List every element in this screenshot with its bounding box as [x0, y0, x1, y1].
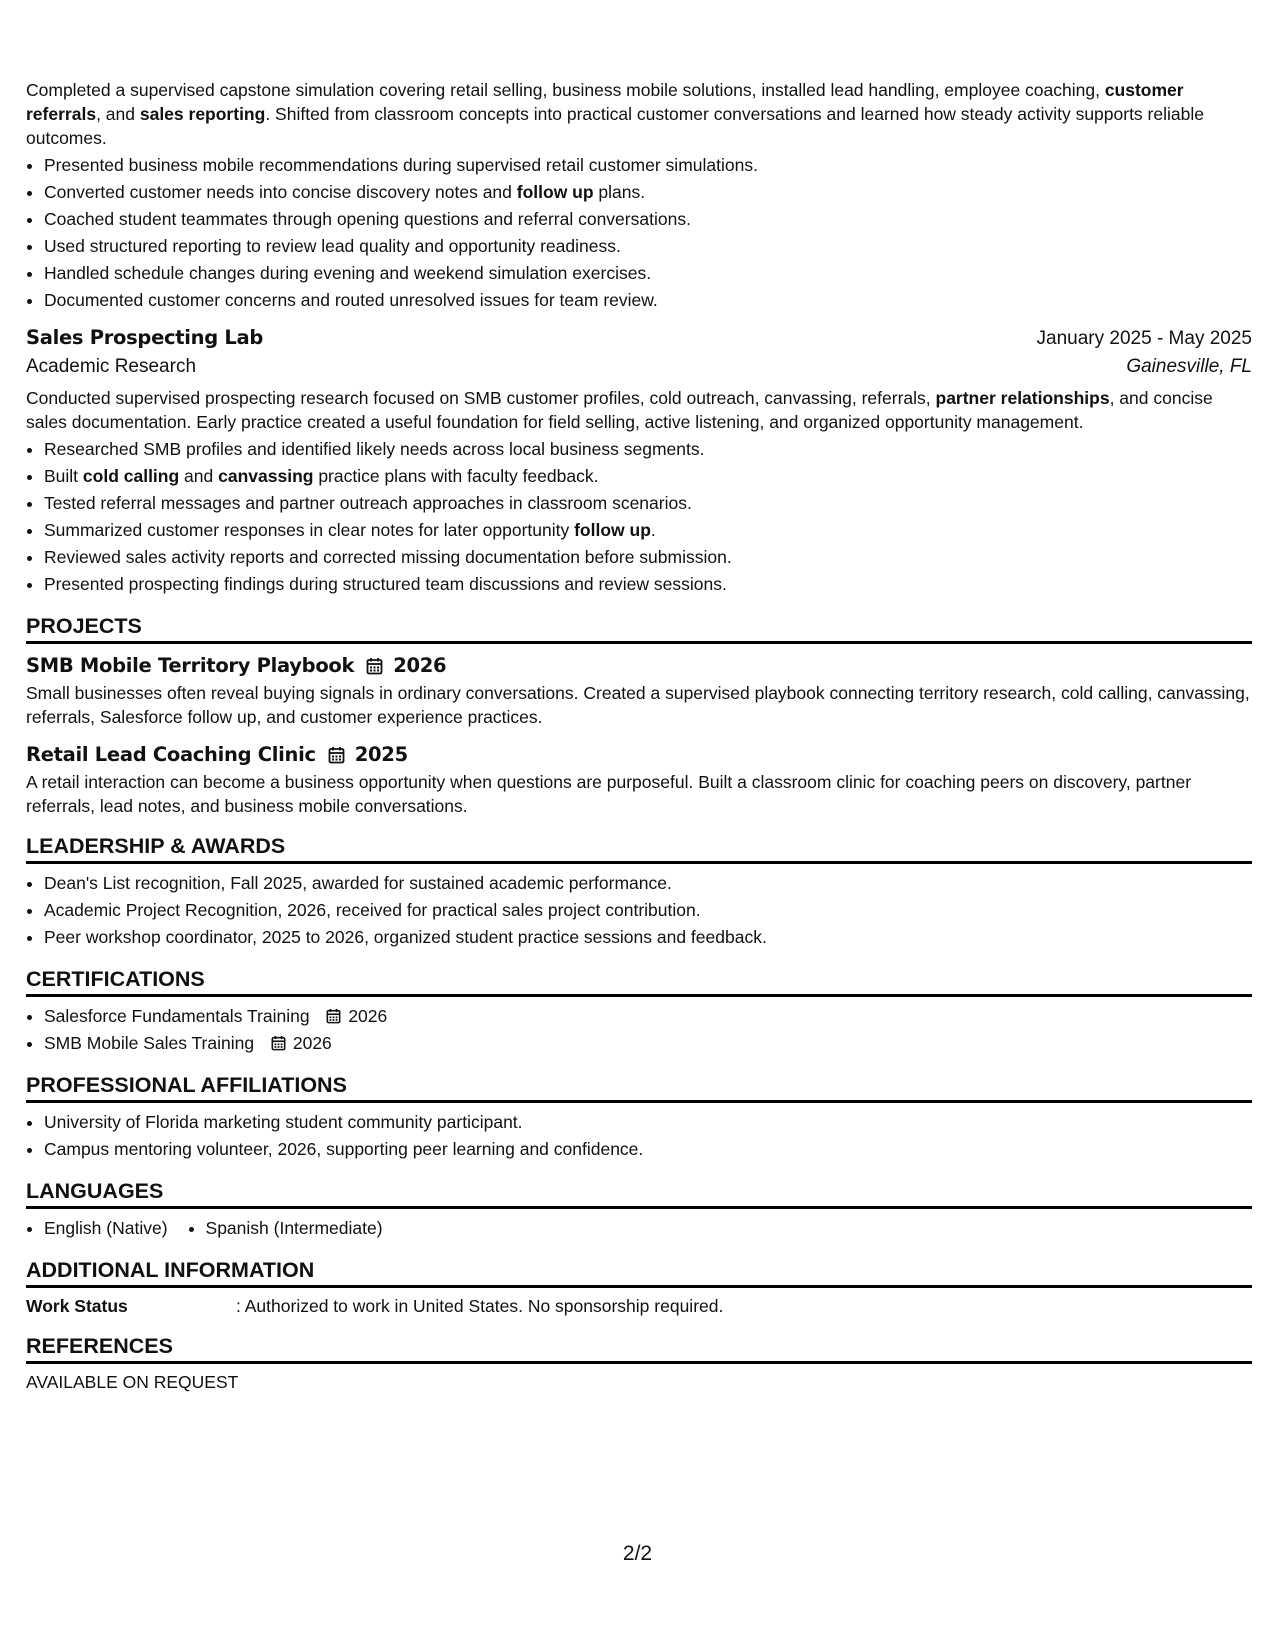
project-title: Retail Lead Coaching Clinic 2025: [26, 743, 408, 766]
project-title: SMB Mobile Territory Playbook 2026: [26, 654, 447, 677]
leadership-list: [26, 870, 1252, 951]
list-item: • Tested referral messages and partner outreach approaches in classroom scenarios.: [44, 490, 1252, 517]
section-heading-certifications: CERTIFICATIONS: [26, 967, 1252, 997]
entry-organization: Academic Research: [26, 356, 197, 377]
section-heading-projects: PROJECTS: [26, 614, 1252, 644]
section-heading-languages: LANGUAGES: [26, 1179, 1252, 1209]
list-item: • Converted customer needs into concise discovery notes and follow up plans.: [44, 179, 1252, 206]
list-item: • Coached student teammates through opening questions and referral conversations.: [44, 206, 1252, 233]
list-item: • Built cold calling and canvassing practice plans with faculty feedback.: [44, 463, 1252, 490]
project-year: 2026: [393, 654, 447, 677]
list-item: • Presented business mobile recommendations during supervised retail customer simulations.: [44, 152, 1252, 179]
list-item: • Used structured reporting to review lead quality and opportunity readiness.: [44, 233, 1252, 260]
list-item: • Summarized customer responses in clear notes for later opportunity follow up.: [44, 517, 1252, 544]
calendar-icon: [271, 1035, 286, 1051]
list-item: • University of Florida marketing student community participant.: [44, 1109, 1252, 1136]
entry-bullets: [26, 436, 1252, 598]
entry-title: Sales Prospecting Lab: [26, 326, 264, 349]
section-heading-additional: ADDITIONAL INFORMATION: [26, 1258, 1252, 1288]
references-text: AVAILABLE ON REQUEST: [26, 1372, 239, 1392]
page-number: 2/2: [622, 1542, 653, 1565]
list-item: • Spanish (Intermediate): [206, 1215, 383, 1242]
work-status-value: : Authorized to work in United States. No sponsorship required.: [236, 1296, 724, 1316]
list-item: • English (Native): [44, 1215, 168, 1242]
list-item: • Presented prospecting findings during structured team discussions and review sessions.: [44, 571, 1252, 598]
certifications-list: [26, 1003, 1252, 1057]
languages-list: [26, 1215, 1252, 1242]
list-item: • Reviewed sales activity reports and corrected missing documentation before submission.: [44, 544, 1252, 571]
entry-summary: Conducted supervised prospecting research focused on SMB customer profiles, cold outreach, canvassing, referrals, partner relationships, and concise sales documentation. Early practice created a useful foundation for field selling, active listening, and organized opportunity management.: [26, 388, 1213, 432]
work-status-label: Work Status: [26, 1296, 128, 1316]
list-item: • Dean's List recognition, Fall 2025, awarded for sustained academic performance.: [44, 870, 1252, 897]
entry-dates: January 2025 - May 2025: [1036, 328, 1252, 349]
list-item: • Salesforce Fundamentals Training 2026: [44, 1003, 1252, 1030]
project-description: Small businesses often reveal buying signals in ordinary conversations. Created a supervised playbook connecting territory research, cold calling, canvassing, referrals, Salesforce follow up, and customer experience practices.: [26, 683, 1250, 727]
section-heading-affiliations: PROFESSIONAL AFFILIATIONS: [26, 1073, 1252, 1103]
list-item: • Researched SMB profiles and identified likely needs across local business segments.: [44, 436, 1252, 463]
project-description: A retail interaction can become a business opportunity when questions are purposeful. Built a classroom clinic for coaching peers on discovery, partner referrals, lead notes, and business mobile conversations.: [26, 772, 1192, 816]
resume-page-2: [26, 78, 1252, 1394]
experience-summary: Completed a supervised capstone simulation covering retail selling, business mobile solutions, installed lead handling, employee coaching, customer referrals, and sales reporting. Shifted from classroom concepts into practical customer conversations and learned how steady activity supports reliable outcomes.: [26, 80, 1204, 148]
list-item: • SMB Mobile Sales Training 2026: [44, 1030, 1252, 1057]
project-year: 2025: [354, 743, 408, 766]
experience-bullets: [26, 152, 1252, 314]
list-item: • Handled schedule changes during evening and weekend simulation exercises.: [44, 260, 1252, 287]
entry-header: [26, 326, 1252, 350]
entry-location: Gainesville, FL: [1126, 356, 1252, 377]
affiliations-list: [26, 1109, 1252, 1163]
list-item: • Academic Project Recognition, 2026, received for practical sales project contribution.: [44, 897, 1252, 924]
calendar-icon: [366, 657, 383, 675]
section-heading-references: REFERENCES: [26, 1334, 1252, 1364]
calendar-icon: [328, 746, 345, 764]
list-item: • Peer workshop coordinator, 2025 to 2026, organized student practice sessions and feedback.: [44, 924, 1252, 951]
section-heading-leadership: LEADERSHIP & AWARDS: [26, 834, 1252, 864]
list-item: • Documented customer concerns and routed unresolved issues for team review.: [44, 287, 1252, 314]
calendar-icon: [326, 1008, 341, 1024]
entry-subheader: [26, 356, 1252, 378]
list-item: • Campus mentoring volunteer, 2026, supporting peer learning and confidence.: [44, 1136, 1252, 1163]
work-status-row: [26, 1294, 1252, 1318]
